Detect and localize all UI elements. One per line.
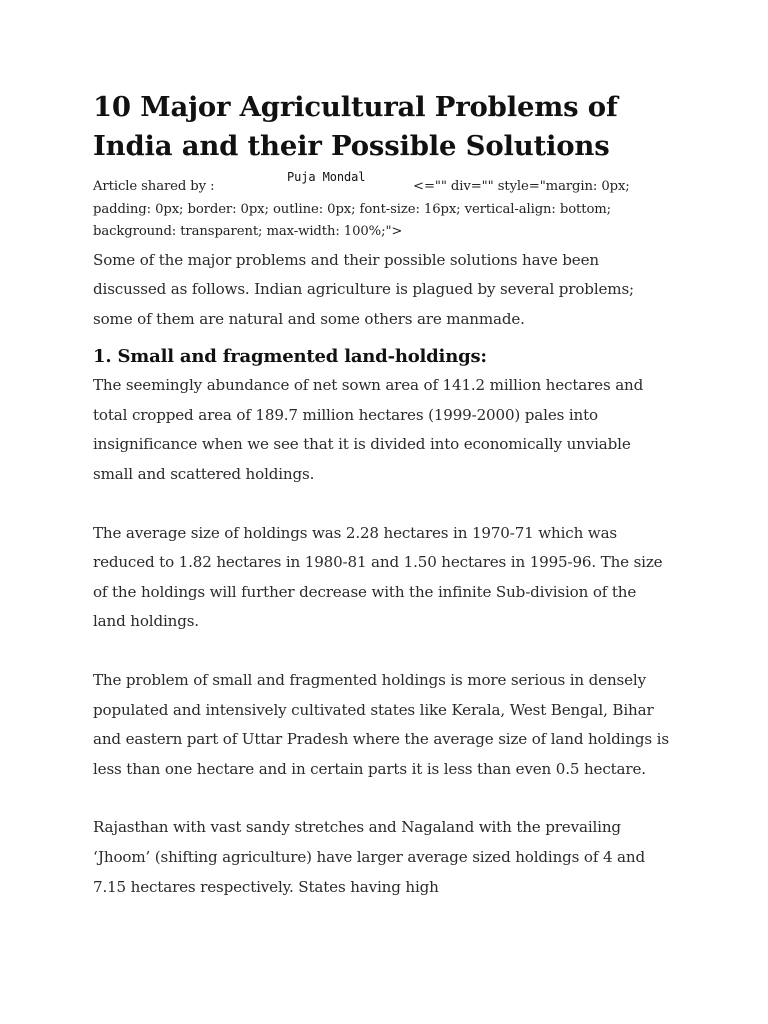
author-name[interactable]: Puja Mondal [287,170,366,184]
body-paragraph: The seemingly abundance of net sown area of 141.2 million hectares and total cropped area of 189.7 million hectares (1999-2000) pales into insignificance when we see that it is divided into economically unviable small and scattered holdings. [93,376,644,484]
section-heading: 1. Small and fragmented land-holdings: [93,346,487,368]
article-title: 10 Major Agricultural Problems of India and their Possible Solutions [93,91,618,162]
body-paragraph: Rajasthan with vast sandy stretches and Nagaland with the prevailing ‘Jhoom’ (shifting agriculture) have larger average sized holdings of 4 and 7.15 hectares respectively. States having high [93,818,645,896]
article [93,88,673,902]
byline-prefix: Article shared by : [93,179,215,194]
body-paragraph: The average size of holdings was 2.28 hectares in 1970-71 which was reduced to 1.82 hectares in 1980-81 and 1.50 hectares in 1995-96. The size of the holdings will further decrease with the infinite Sub-division of the land holdings. [93,523,663,631]
body-paragraph: The problem of small and fragmented holdings is more serious in densely populated and intensively cultivated states like Kerala, West Bengal, Bihar and eastern part of Uttar Pradesh where the average size of land holdings is less than one hectare and in certain parts it is less than even 0.5 hectare. [93,671,669,778]
intro-paragraph: Some of the major problems and their possible solutions have been discussed as follows. Indian agriculture is plagued by several problems; some of them are natural and some others are manmade. [93,250,634,328]
byline-markup-residue: <="" div="" style="margin: 0px; padding: 0px; border: 0px; outline: 0px; font-size: 16px; vertical-align: bottom; background: transparent; max-width: 100%;"> [93,179,630,239]
byline [93,170,673,244]
